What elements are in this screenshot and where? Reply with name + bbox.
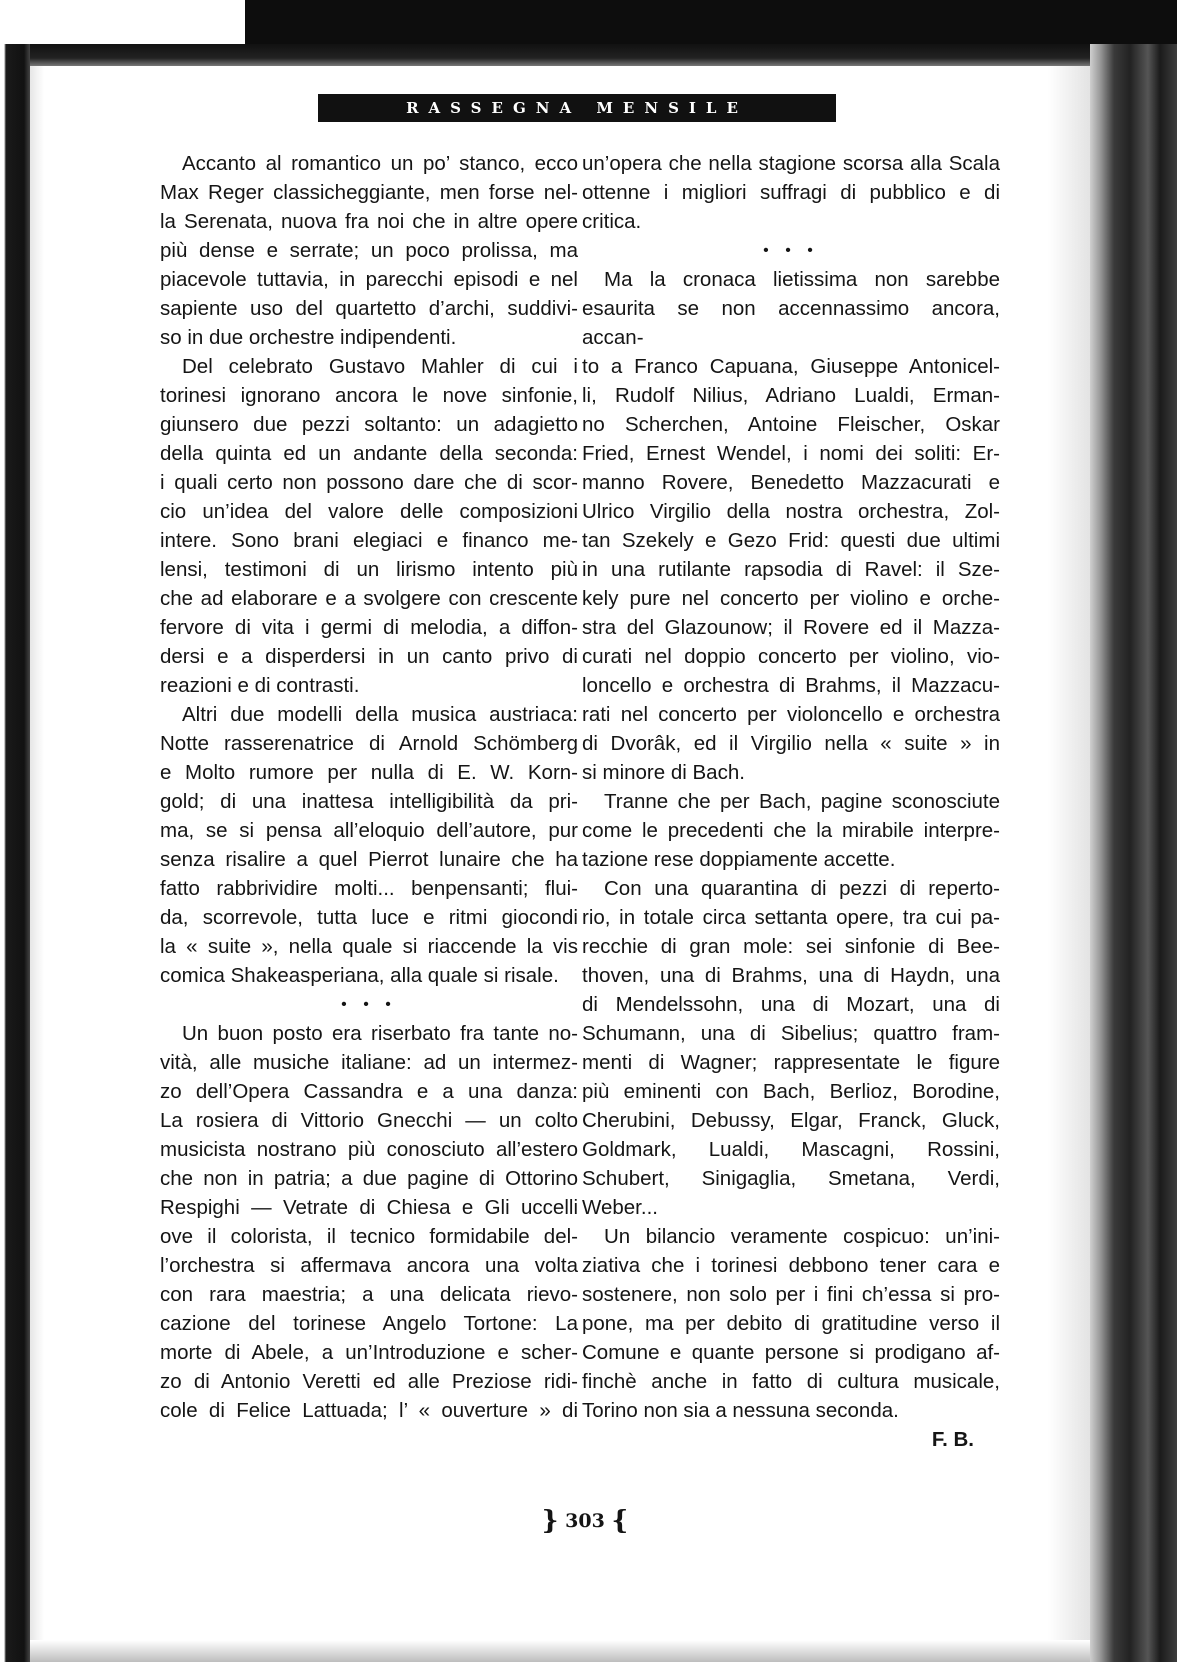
text-line: torinesi ignorano ancora le nove sinfonie, <box>160 384 578 407</box>
text-line: Respighi — Vetrate di Chiesa e Gli uccelli <box>160 1196 578 1219</box>
text-line: Notte rasserenatrice di Arnold Schömberg <box>160 732 578 755</box>
text-line: più dense e serrate; un poco prolissa, ma <box>160 239 578 262</box>
text-line: so in due orchestre indipendenti. <box>160 326 457 349</box>
author-signature: F. B. <box>931 1428 974 1451</box>
text-line: Tranne che per Bach, pagine sconosciute <box>604 790 1000 813</box>
text-line: Fried, Ernest Wendel, i nomi dei soliti: Er- <box>582 442 1000 465</box>
running-header-title: RASSEGNA MENSILE <box>406 99 748 117</box>
text-line: dersi e a disperdersi in un canto privo di <box>160 645 578 668</box>
text-line: di Dvorâk, ed il Virgilio nella « suite » in <box>582 732 1000 755</box>
text-line: di Mendelssohn, una di Mozart, una di <box>582 993 1000 1016</box>
paragraph <box>160 149 578 352</box>
text-line: ziativa che i torinesi debbono tener cara e <box>582 1254 1000 1277</box>
text-line: fervore di vita i germi di melodia, a diffon- <box>160 616 578 639</box>
ornament-right-icon: { <box>611 1506 629 1536</box>
text-line: che non in patria; a due pagine di Ottorino <box>160 1167 578 1190</box>
text-line: piacevole tuttavia, in parecchi episodi e nel <box>160 268 578 291</box>
scan-frame-left <box>0 44 30 1662</box>
text-line: menti di Wagner; rappresentate le figure <box>582 1051 1000 1074</box>
text-line: stra del Glazounow; il Rovere ed il Mazza- <box>582 616 1000 639</box>
text-line: i quali certo non possono dare che di scor- <box>160 471 578 494</box>
text-line: reazioni e di contrasti. <box>160 674 360 697</box>
text-line: comica Shakeasperiana, alla quale si risale. <box>160 964 559 987</box>
text-line: giunsero due pezzi soltanto: un adagietto <box>160 413 578 436</box>
text-line: vità, alle musiche italiane: ad un intermez- <box>160 1051 578 1074</box>
text-line: tan Szekely e Gezo Frid: questi due ultimi <box>582 529 1000 552</box>
text-line: con rara maestria; a una delicata rievo- <box>160 1283 578 1306</box>
text-line: Cherubini, Debussy, Elgar, Franck, Gluck, <box>582 1109 1000 1132</box>
text-line: da, scorrevole, tutta luce e ritmi giocondi <box>160 906 578 929</box>
paragraph <box>160 1019 578 1425</box>
page-number: 303 <box>565 1510 605 1532</box>
text-line: pone, ma per debito di gratitudine verso il <box>582 1312 1000 1335</box>
text-line: Del celebrato Gustavo Mahler di cui i <box>182 355 578 378</box>
text-line: Con una quarantina di pezzi di reperto- <box>604 877 1000 900</box>
text-line: manno Rovere, Benedetto Mazzacurati e <box>582 471 1000 494</box>
text-line: curati nel doppio concerto per violino, vio- <box>582 645 1000 668</box>
text-line: gold; di una inattesa intelligibilità da pri- <box>160 790 578 813</box>
text-line: finchè anche in fatto di cultura musicale, <box>582 1370 1000 1393</box>
text-line: rio, in totale circa settanta opere, tra cui pa- <box>582 906 1000 929</box>
text-line: senza risalire a quel Pierrot lunaire che ha <box>160 848 578 871</box>
paragraph <box>582 787 1000 874</box>
text-line: lensi, testimoni di un lirismo intento più <box>160 558 578 581</box>
text-line: più eminenti con Bach, Berlioz, Borodine, <box>582 1080 1000 1103</box>
running-header <box>318 94 836 122</box>
text-line: Un bilancio veramente cospicuo: un’ini- <box>604 1225 1000 1248</box>
paragraph <box>582 874 1000 1222</box>
text-line: Ma la cronaca lietissima non sarebbe <box>604 268 1000 291</box>
paragraph <box>582 149 1000 236</box>
text-line: Schumann, una di Sibelius; quattro fram- <box>582 1022 1000 1045</box>
text-line: cole di Felice Lattuada; l’ « ouverture » di <box>160 1399 578 1422</box>
text-line: sostenere, non solo per i fini ch’essa si pro- <box>582 1283 1000 1306</box>
text-line: zo dell’Opera Cassandra e a una danza: <box>160 1080 578 1103</box>
text-line: e Molto rumore per nulla di E. W. Korn- <box>160 761 578 784</box>
text-line: Altri due modelli della musica austriaca: <box>182 703 578 726</box>
text-line: sapiente uso del quartetto d’archi, suddivi- <box>160 297 578 320</box>
text-line: Accanto al romantico un po’ stanco, ecco <box>182 152 578 175</box>
text-line: ottenne i migliori suffragi di pubblico e di <box>582 181 1000 204</box>
text-line: della quinta ed un andante della seconda: <box>160 442 578 465</box>
text-line: Torino non sia a nessuna seconda. <box>582 1399 899 1422</box>
text-line: Ulrico Virgilio della nostra orchestra, Zol- <box>582 500 1000 523</box>
ornament-left-icon: } <box>541 1506 559 1536</box>
text-line: Schubert, Sinigaglia, Smetana, Verdi, <box>582 1167 1000 1190</box>
text-line: l’orchestra si affermava ancora una volta <box>160 1254 578 1277</box>
text-line: Goldmark, Lualdi, Mascagni, Rossini, <box>582 1138 1000 1161</box>
section-separator: • • • <box>763 242 819 259</box>
text-line: ma, se si pensa all’eloquio dell’autore, pur <box>160 819 578 842</box>
text-line: in una rutilante rapsodia di Ravel: il Sze- <box>582 558 1000 581</box>
text-line: si minore di Bach. <box>582 761 745 784</box>
left-column <box>160 149 578 1425</box>
text-line: cio un’idea del valore delle composizioni <box>160 500 578 523</box>
text-line: Weber... <box>582 1196 658 1219</box>
text-line: zo di Antonio Veretti ed alle Preziose ridi- <box>160 1370 578 1393</box>
paragraph <box>160 352 578 700</box>
text-line: morte di Abele, a un’Introduzione e scher- <box>160 1341 578 1364</box>
text-line: ove il colorista, il tecnico formidabile del- <box>160 1225 578 1248</box>
text-line: li, Rudolf Nilius, Adriano Lualdi, Erman- <box>582 384 1000 407</box>
scan-frame-top <box>245 0 1177 44</box>
text-line: thoven, una di Brahms, una di Haydn, una <box>582 964 1000 987</box>
text-line: fatto rabbrividire molti... benpensanti; flui- <box>160 877 578 900</box>
scan-frame-shadow <box>30 44 1090 66</box>
paragraph <box>160 700 578 990</box>
text-line: rati nel concerto per violoncello e orchestra <box>582 703 1000 726</box>
right-column <box>582 149 1000 1454</box>
text-line: Max Reger classicheggiante, men forse nel- <box>160 181 578 204</box>
text-line: recchie di gran mole: sei sinfonie di Bee- <box>582 935 1000 958</box>
text-line: Un buon posto era riserbato fra tante no- <box>182 1022 578 1045</box>
text-line: kely pure nel concerto per violino e orche- <box>582 587 1000 610</box>
paragraph <box>582 265 1000 787</box>
text-line: loncello e orchestra di Brahms, il Mazzacu- <box>582 674 1000 697</box>
page-number-footer <box>530 1506 640 1536</box>
scan-frame-bottom <box>30 1640 1090 1662</box>
text-line: Comune e quante persone si prodigano af- <box>582 1341 1000 1364</box>
text-line: un’opera che nella stagione scorsa alla Scala <box>582 152 1000 175</box>
text-line: La rosiera di Vittorio Gnecchi — un colto <box>160 1109 578 1132</box>
paragraph <box>582 1222 1000 1425</box>
section-separator: • • • <box>341 996 397 1013</box>
text-line: critica. <box>582 210 642 233</box>
text-line: to a Franco Capuana, Giuseppe Antonicel- <box>582 355 1000 378</box>
text-line: intere. Sono brani elegiaci e financo me- <box>160 529 578 552</box>
scan-frame-right <box>1090 44 1177 1662</box>
text-line: che ad elaborare e a svolgere con crescente <box>160 587 578 610</box>
text-line: musicista nostrano più conosciuto all’estero <box>160 1138 578 1161</box>
text-line: come le precedenti che la mirabile interpre- <box>582 819 1000 842</box>
text-line: cazione del torinese Angelo Tortone: La <box>160 1312 578 1335</box>
text-line: tazione rese doppiamente accette. <box>582 848 896 871</box>
text-line: no Scherchen, Antoine Fleischer, Oskar <box>582 413 1000 436</box>
text-line: esaurita se non accennassimo ancora, accan- <box>582 297 1000 349</box>
text-line: la « suite », nella quale si riaccende la vis <box>160 935 578 958</box>
text-line: la Serenata, nuova fra noi che in altre opere <box>160 210 578 233</box>
